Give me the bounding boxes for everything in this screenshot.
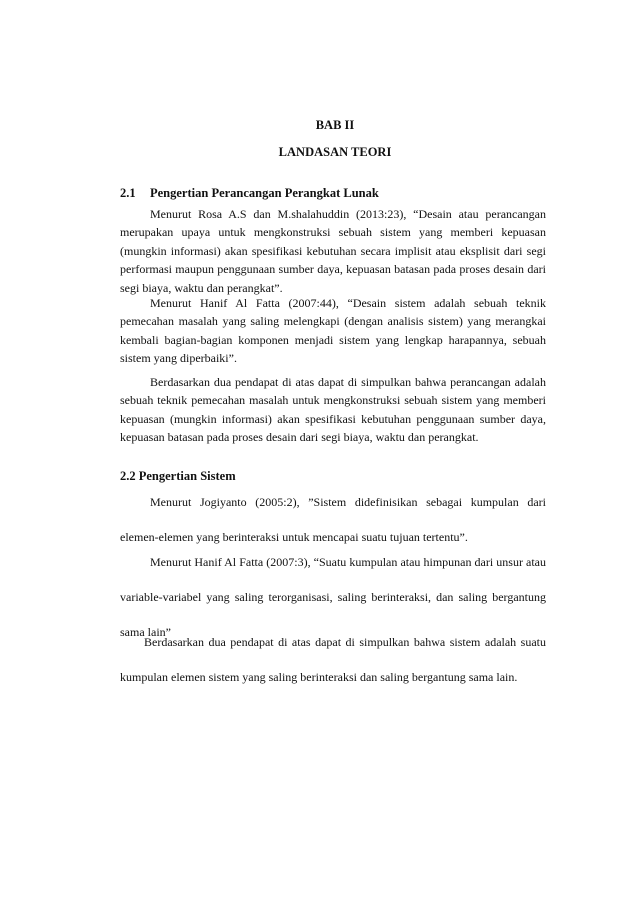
paragraph: Berdasarkan dua pendapat di atas dapat di simpulkan bahwa perancangan adalah sebuah teknik pemecahan masalah untuk mengkonstruksi sebuah sistem yang memberi kepuasan (mungkin informasi) akan spesifikasi kebutuhan penggunaan sumber daya, kepuasan batasan pada proses desain dari segi biaya, waktu dan perangkat. [120,375,546,445]
section-number: 2.1 [120,186,136,200]
chapter-title: LANDASAN TEORI [278,145,392,159]
section-heading-2-2: 2.2 Pengertian Sistem [120,469,236,483]
paragraph: Berdasarkan dua pendapat di atas dapat di simpulkan bahwa sistem adalah suatu kumpulan elemen sistem yang saling berinteraksi dan saling bergantung sama lain. [120,635,546,684]
chapter-number: BAB II [315,118,355,132]
section-heading-2-1 [120,185,379,201]
paragraph: Menurut Jogiyanto (2005:2), ”Sistem didefinisikan sebagai kumpulan dari elemen-elemen yang berinteraksi untuk mencapai suatu tujuan tertentu”. [120,495,546,544]
section-title: Pengertian Perancangan Perangkat Lunak [150,186,379,200]
paragraph: Menurut Hanif Al Fatta (2007:44), “Desain sistem adalah sebuah teknik pemecahan masalah yang saling melengkapi (dengan analisis sistem) yang merangkai kembali bagian-bagian komponen menjadi sistem yang lengkap harapannya, sebuah sistem yang diperbaiki”. [120,296,546,366]
paragraph: Menurut Hanif Al Fatta (2007:3), “Suatu kumpulan atau himpunan dari unsur atau variable-variabel yang saling terorganisasi, saling berinteraksi, dan saling bergantung sama lain” [120,555,546,639]
paragraph: Menurut Rosa A.S dan M.shalahuddin (2013:23), “Desain atau perancangan merupakan upaya untuk mengkonstruksi sebuah sistem yang memberi kepuasan (mungkin informasi) akan spesifikasi kebutuhan secara implisit atau eksplisit dari segi performasi maupun penggunaan sumber daya, kepuasan batasan pada proses desain dari segi biaya, waktu dan perangkat”. [120,207,546,295]
